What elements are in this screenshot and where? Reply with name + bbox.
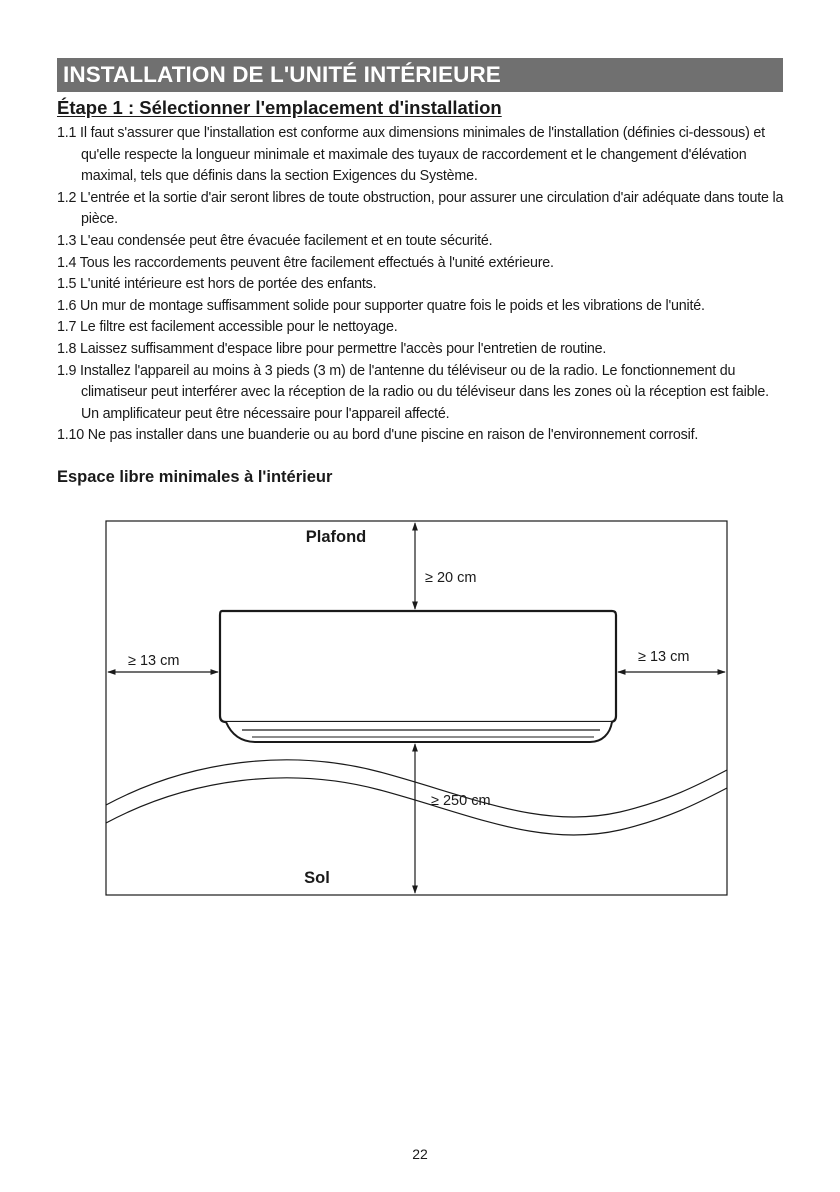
clearance-heading: Espace libre minimales à l'intérieur (57, 468, 333, 486)
list-item: 1.6 Un mur de montage suffisamment solide pour supporter quatre fois le poids et les vibrations de l'unité. (57, 297, 705, 314)
indoor-unit (220, 611, 616, 742)
top-clearance-label: ≥ 20 cm (425, 570, 477, 586)
section-title: INSTALLATION DE L'UNITÉ INTÉRIEURE (57, 58, 783, 92)
list-item: 1.5 L'unité intérieure est hors de portée des enfants. (57, 276, 377, 293)
floor-wave-lower (106, 778, 727, 835)
page-number: 22 (412, 1146, 428, 1162)
list-item: 1.10 Ne pas installer dans une buanderie ou au bord d'une piscine en raison de l'environnement corrosif. (57, 427, 699, 444)
floor-label: Sol (304, 869, 330, 887)
list-item: 1.1 Il faut s'assurer que l'installation est conforme aux dimensions minimales de l'installation (définies ci-dessous) et qu'elle respecte la longueur minimale et maximale des tuyaux de raccordement et le changement d'élévation maximal, tels que définis dans la section Exigences du Système. (57, 125, 765, 185)
list-item: 1.4 Tous les raccordements peuvent être facilement effectués à l'unité extérieure. (57, 254, 554, 271)
bottom-clearance-label: ≥ 250 cm (431, 793, 491, 809)
list-item: 1.2 L'entrée et la sortie d'air seront libres de toute obstruction, pour assurer une circulation d'air adéquate dans toute la pièce. (57, 189, 784, 228)
list-item: 1.8 Laissez suffisamment d'espace libre pour permettre l'accès pour l'entretien de routine. (57, 340, 607, 357)
list-item: 1.7 Le filtre est facilement accessible pour le nettoyage. (57, 319, 398, 336)
left-clearance-label: ≥ 13 cm (128, 653, 180, 669)
list-item: 1.9 Installez l'appareil au moins à 3 pieds (3 m) de l'antenne du téléviseur ou de la radio. Le fonctionnement du climatiseur peut interférer avec la réception de la radio ou du téléviseur dans les zones où la réception est faible. Un amplificateur peut être nécessaire pour l'appareil affecté. (57, 362, 769, 422)
step-heading: Étape 1 : Sélectionner l'emplacement d'installation (57, 97, 502, 118)
ceiling-label: Plafond (305, 528, 367, 546)
right-clearance-label: ≥ 13 cm (638, 649, 690, 665)
list-item: 1.3 L'eau condensée peut être évacuée facilement et en toute sécurité. (57, 232, 493, 249)
